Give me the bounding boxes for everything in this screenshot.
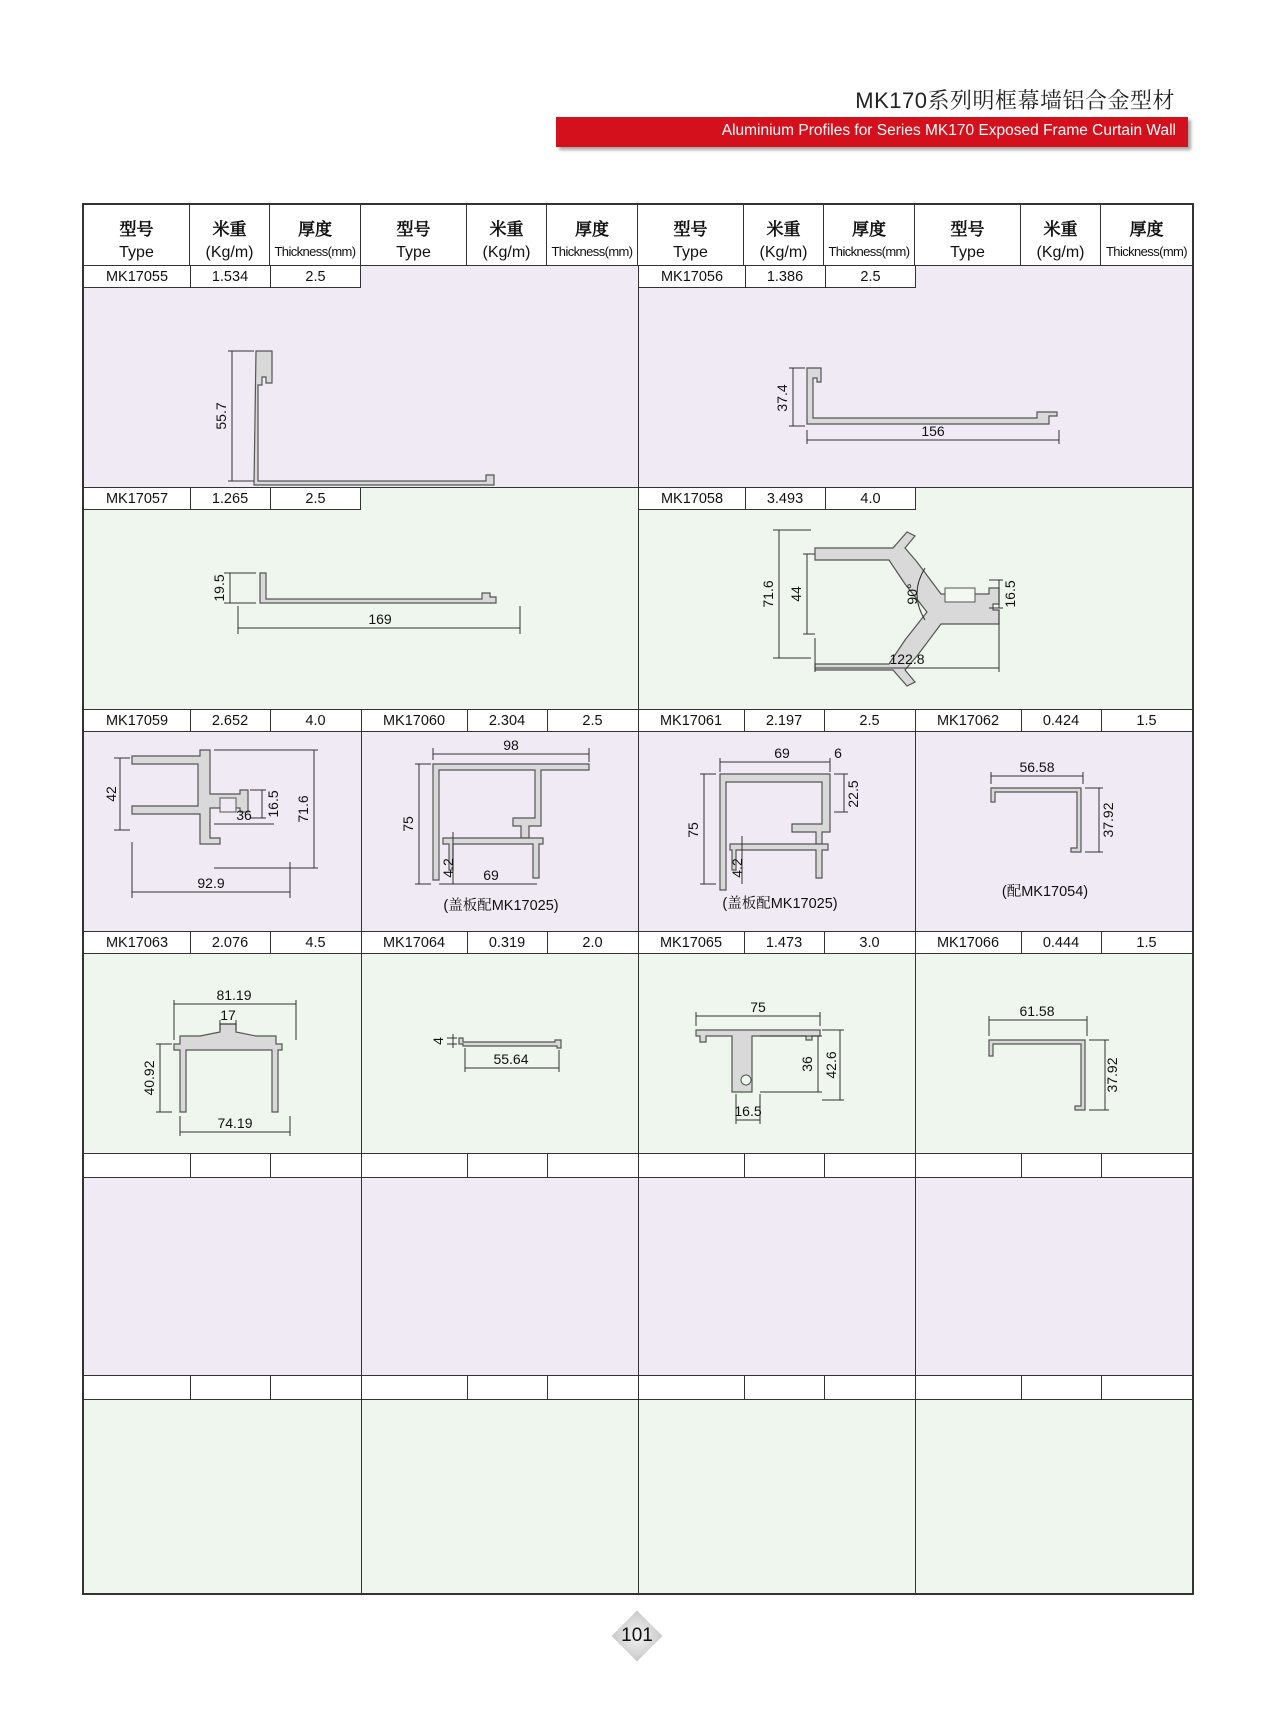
svg-text:(配MK17054): (配MK17054)	[1001, 884, 1089, 900]
drawing-mk17056	[639, 288, 1193, 488]
profile-row-3	[84, 710, 1192, 932]
svg-text:75: 75	[400, 816, 416, 832]
svg-text:16.5: 16.5	[1002, 580, 1018, 608]
svg-text:69: 69	[483, 867, 499, 883]
drawing-mk17060	[361, 732, 638, 932]
type-mk17064: MK17064	[382, 935, 446, 951]
svg-text:42.6: 42.6	[823, 1051, 839, 1079]
svg-text:36: 36	[799, 1056, 815, 1072]
type-mk17066: MK17066	[936, 935, 1000, 951]
header-weight: 米重 (Kg/m)	[1021, 205, 1101, 265]
info-mk17055: MK17055 1.534 2.5	[84, 266, 361, 288]
svg-text:71.6: 71.6	[760, 580, 776, 608]
svg-text:75: 75	[750, 999, 766, 1015]
type-mk17059: MK17059	[105, 713, 169, 729]
info-mk17057: MK17057 1.265 2.5	[84, 488, 361, 510]
svg-text:37.92: 37.92	[1100, 802, 1116, 838]
page-number-badge	[612, 1611, 662, 1661]
svg-text:56.58: 56.58	[1019, 759, 1055, 775]
header-weight: 米重 (Kg/m)	[744, 205, 824, 265]
svg-text:16.5: 16.5	[265, 790, 281, 818]
svg-text:22.5: 22.5	[845, 780, 861, 808]
header-thickness: 厚度 Thickness(mm)	[270, 205, 361, 265]
empty-profile-row-5	[84, 1178, 1192, 1376]
drawing-mk17057	[84, 510, 638, 710]
header-weight: 米重 (Kg/m)	[467, 205, 547, 265]
svg-text:61.58: 61.58	[1019, 1003, 1055, 1019]
svg-text:75: 75	[685, 822, 701, 838]
header-thickness: 厚度 Thickness(mm)	[1105, 220, 1188, 259]
svg-text:81.19: 81.19	[216, 987, 252, 1003]
drawing-mk17066	[915, 954, 1192, 1154]
svg-text:36: 36	[236, 807, 252, 823]
svg-text:4.2: 4.2	[440, 858, 456, 878]
svg-text:17: 17	[220, 1007, 236, 1023]
type-mk17063: MK17063	[105, 935, 169, 951]
svg-text:40.92: 40.92	[141, 1060, 157, 1096]
svg-text:4.2: 4.2	[729, 858, 745, 878]
type-mk17060: MK17060	[382, 713, 446, 729]
header-type: 型号 Type	[638, 205, 744, 265]
info-mk17058: MK17058 3.493 4.0	[639, 488, 916, 510]
svg-text:90°: 90°	[904, 583, 920, 605]
svg-text:122.8: 122.8	[889, 651, 925, 667]
type-mk17062: MK17062	[936, 713, 1000, 729]
drawing-mk17065	[638, 954, 915, 1154]
drawing-mk17058	[639, 510, 1193, 710]
page-title-cn: MK170系列明框幕墙铝合金型材	[855, 88, 1175, 113]
svg-text:74.19: 74.19	[217, 1115, 253, 1131]
table-header-row	[84, 205, 1192, 266]
svg-text:4: 4	[430, 1037, 446, 1045]
drawing-mk17055	[84, 288, 638, 488]
svg-text:55.7: 55.7	[213, 402, 229, 430]
profile-row-4	[84, 932, 1192, 1154]
drawing-mk17063	[84, 954, 361, 1154]
profile-row-2	[84, 488, 1192, 710]
drawing-mk17064	[361, 954, 638, 1154]
info-row-4: MK17063 2.076 4.5 MK17064 0.319 2.0 MK17065 1.473 3.0 MK17066 0.444 1.5	[84, 932, 1192, 954]
svg-text:42: 42	[103, 786, 119, 802]
svg-text:6: 6	[834, 745, 842, 761]
header-weight: 米重 (Kg/m)	[190, 205, 270, 265]
svg-text:19.5: 19.5	[211, 574, 227, 602]
svg-text:44: 44	[788, 586, 804, 602]
drawing-mk17059	[84, 732, 361, 932]
info-row-3: MK17059 2.652 4.0 MK17060 2.304 2.5 MK17061 2.197 2.5 MK17062 0.424 1.5	[84, 710, 1192, 732]
profile-row-1	[84, 266, 1192, 488]
svg-text:37.4: 37.4	[774, 384, 790, 412]
page-title-en: Aluminium Profiles for Series MK170 Exposed Frame Curtain Wall	[721, 122, 1176, 139]
page-number: 101	[621, 1625, 653, 1646]
svg-text:(盖板配MK17025): (盖板配MK17025)	[722, 896, 838, 912]
svg-text:(盖板配MK17025): (盖板配MK17025)	[443, 898, 559, 914]
svg-text:37.92: 37.92	[1104, 1057, 1120, 1093]
drawing-mk17061	[638, 732, 915, 932]
svg-text:156: 156	[921, 423, 945, 439]
empty-info-row-5	[84, 1154, 1192, 1178]
profile-table	[82, 203, 1194, 1595]
svg-text:71.6: 71.6	[295, 795, 311, 823]
svg-text:169: 169	[368, 611, 392, 627]
svg-text:98: 98	[503, 737, 519, 753]
svg-text:92.9: 92.9	[197, 875, 225, 891]
header-type: 型号 Type	[84, 205, 190, 265]
header-type: 型号 Type	[915, 205, 1021, 265]
header-thickness: 厚度 Thickness(mm)	[824, 205, 915, 265]
svg-text:69: 69	[774, 745, 790, 761]
header-type: 型号 Type	[361, 205, 467, 265]
info-mk17056: MK17056 1.386 2.5	[639, 266, 916, 288]
header-thickness: 厚度 Thickness(mm)	[547, 205, 638, 265]
drawing-mk17062	[915, 732, 1192, 932]
svg-text:16.5: 16.5	[734, 1103, 762, 1119]
type-mk17065: MK17065	[659, 935, 723, 951]
empty-info-row-6	[84, 1376, 1192, 1400]
type-mk17061: MK17061	[659, 713, 723, 729]
svg-text:55.64: 55.64	[493, 1051, 529, 1067]
empty-profile-row-6	[84, 1400, 1192, 1593]
title-banner	[556, 117, 1188, 147]
